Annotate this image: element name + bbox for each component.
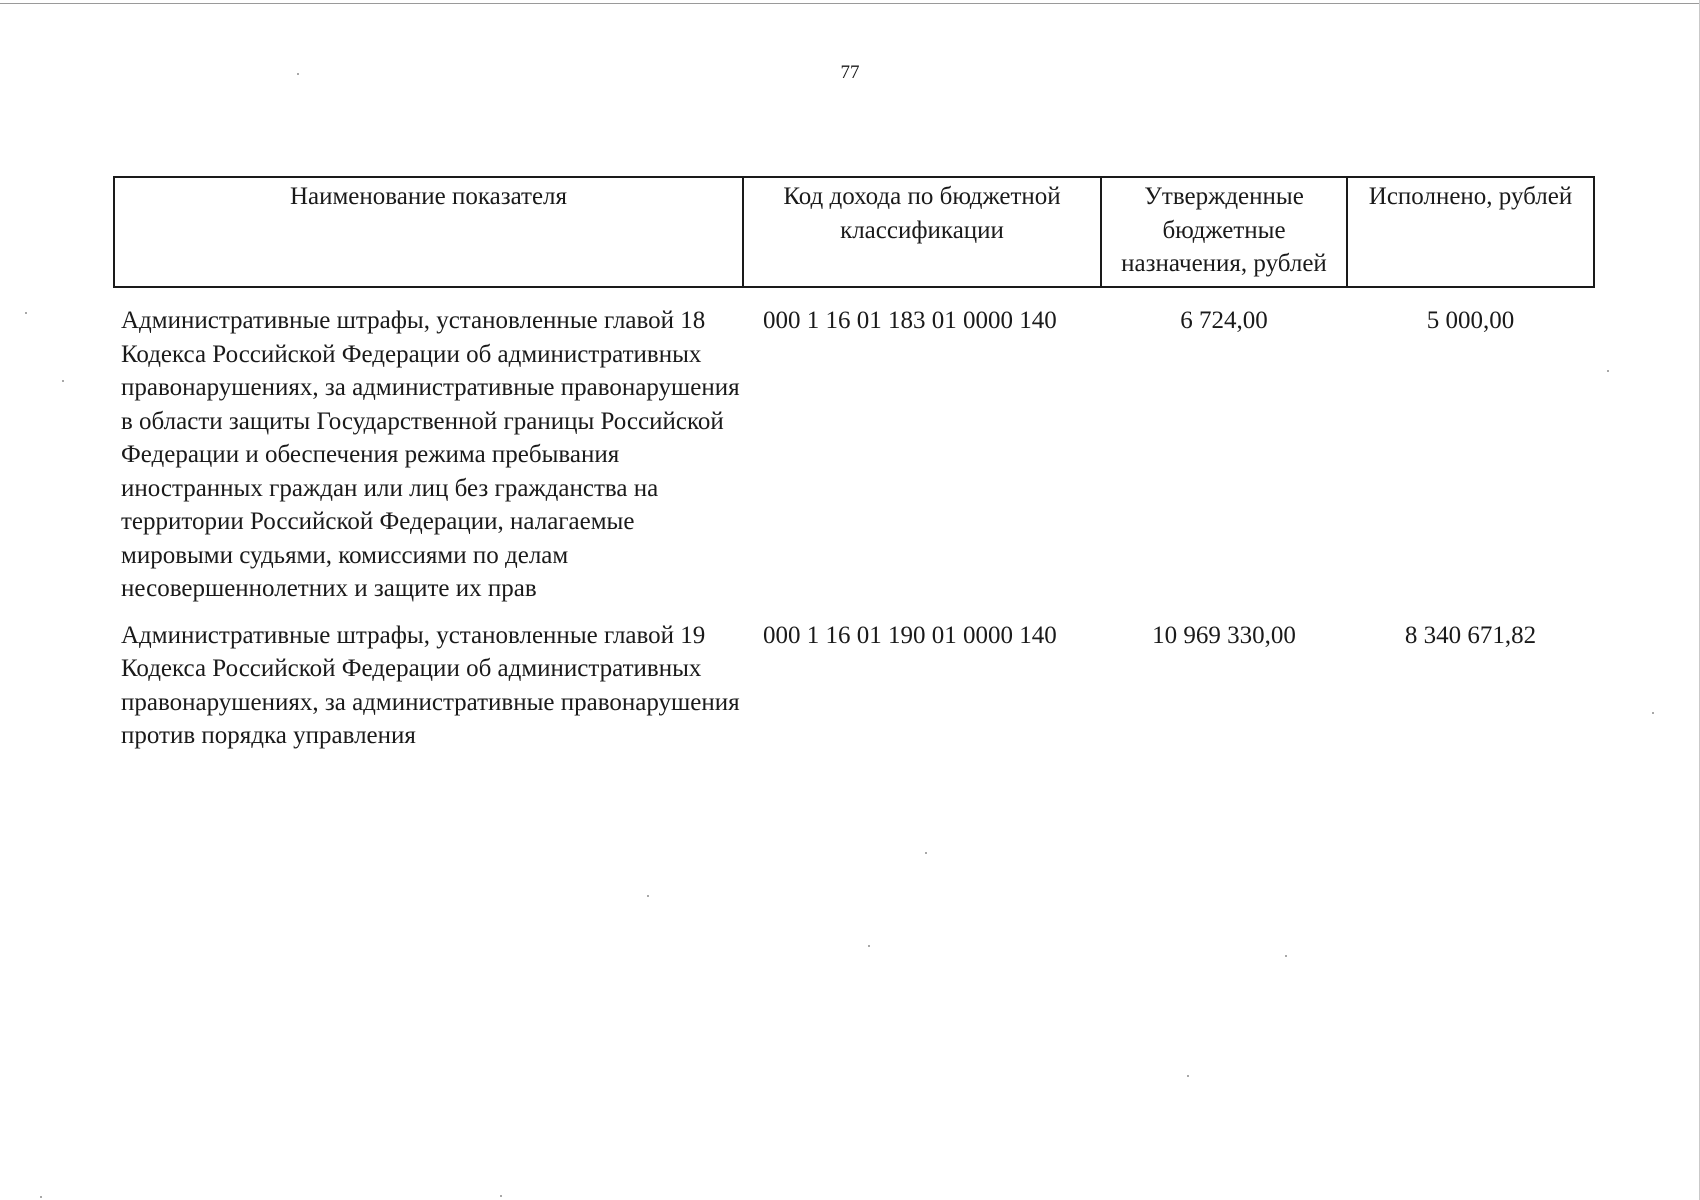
table-row <box>114 287 1594 606</box>
scan-speck <box>925 852 927 854</box>
scan-speck <box>868 945 870 947</box>
income-code-cell: 000 1 16 01 190 01 0000 140 <box>763 621 1057 649</box>
income-code-cell: 000 1 16 01 183 01 0000 140 <box>763 307 1057 334</box>
executed-amount-cell: 8 340 671,82 <box>1404 621 1537 649</box>
budget-revenue-table <box>113 176 1595 753</box>
approved-amount-cell: 10 969 330,00 <box>1152 621 1296 649</box>
scan-speck <box>1187 1075 1189 1077</box>
indicator-name-cell: Административные штрафы, установленные главой 19 Кодекса Российской Федерации об административных правонарушениях, за административные правонарушения против порядка управления <box>121 621 740 749</box>
executed-amount-cell: 5 000,00 <box>1426 307 1515 334</box>
header-income-code: Код дохода по бюджетной классификации <box>743 177 1101 287</box>
scan-speck <box>25 312 27 314</box>
scan-speck <box>500 1195 502 1197</box>
scan-edge-line <box>0 3 1700 4</box>
scan-speck <box>1652 712 1654 714</box>
scan-speck <box>1285 955 1287 957</box>
scan-speck <box>297 73 299 75</box>
approved-amount-cell: 6 724,00 <box>1180 307 1268 334</box>
scan-speck <box>1607 370 1609 372</box>
header-approved-amount: Утвержденные бюджетные назначения, рублей <box>1101 177 1347 287</box>
header-indicator-name: Наименование показателя <box>114 177 743 287</box>
scan-speck <box>647 895 649 897</box>
scan-speck <box>62 380 64 382</box>
header-executed-amount: Исполнено, рублей <box>1347 177 1594 287</box>
scan-speck <box>40 1196 42 1198</box>
indicator-name-cell: Административные штрафы, установленные главой 18 Кодекса Российской Федерации об административных правонарушениях, за административные правонарушения в области защиты Государственной границы Российской Федерации и обеспечения режима пребывания иностранных граждан или лиц без гражданства на территории Российской Федерации, налагаемые мировыми судьями, комиссиями по делам несовершеннолетних и защите их прав <box>121 307 740 602</box>
page-number: 77 <box>840 62 860 83</box>
table-row <box>114 606 1594 753</box>
table-header-row <box>114 177 1594 287</box>
